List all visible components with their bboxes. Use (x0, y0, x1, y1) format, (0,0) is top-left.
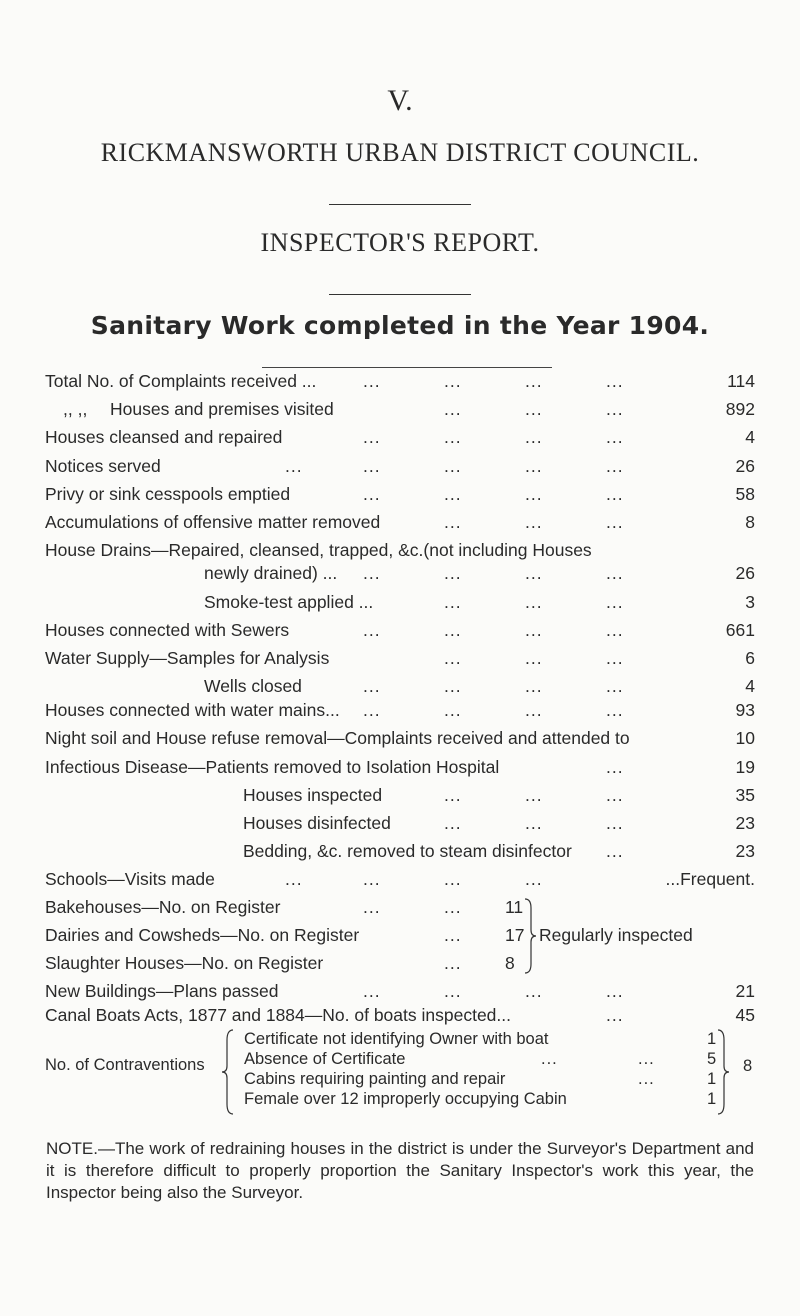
dot-leader: ... (525, 592, 543, 612)
dot-leader: ... (606, 399, 624, 419)
contraventions-total: 8 (743, 1057, 753, 1075)
ditto-mark: ,, ,, (63, 399, 88, 419)
row-label: Night soil and House refuse removal—Complaints received and attended to (45, 728, 630, 748)
dot-leader: ... (444, 785, 462, 805)
register-row (45, 952, 755, 974)
row-label: Total No. of Complaints received ... (45, 371, 317, 391)
dot-leader: ... (541, 1050, 558, 1068)
dot-leader: ... (606, 484, 624, 504)
dot-leader: ... (363, 456, 381, 476)
dot-leader: ... (363, 869, 381, 889)
report-title: INSPECTOR'S REPORT. (260, 228, 540, 257)
dot-leader: ... (525, 676, 543, 696)
contraventions-right-brace (716, 1028, 730, 1116)
row-label: Cabins requiring painting and repair (244, 1070, 506, 1088)
row-label: Female over 12 improperly occupying Cabin (244, 1090, 567, 1108)
dot-leader: ... (444, 981, 462, 1001)
stat-row (45, 756, 755, 778)
dot-leader: ... (606, 813, 624, 833)
stat-row (45, 398, 755, 420)
row-label: New Buildings—Plans passed (45, 981, 279, 1001)
row-value: 26 (735, 563, 755, 583)
dot-leader: ... (525, 813, 543, 833)
row-label: Canal Boats Acts, 1877 and 1884—No. of boats inspected... (45, 1005, 511, 1025)
contraventions-label: No. of Contraventions (45, 1056, 205, 1074)
row-value: 1 (707, 1070, 717, 1088)
dot-leader: ... (363, 563, 381, 583)
row-value: ...Frequent. (665, 869, 755, 889)
dot-leader: ... (606, 592, 624, 612)
dot-leader: ... (444, 676, 462, 696)
row-label: Certificate not identifying Owner with boat (244, 1030, 549, 1048)
dot-leader: ... (606, 620, 624, 640)
row-label: Wells closed (204, 676, 302, 696)
stat-row (45, 511, 755, 533)
dot-leader: ... (525, 700, 543, 720)
stat-row (45, 562, 755, 584)
register-note: Regularly inspected (539, 925, 693, 945)
row-value: 11 (505, 897, 524, 917)
dot-leader: ... (525, 512, 543, 532)
dot-leader: ... (606, 757, 624, 777)
dot-leader: ... (363, 427, 381, 447)
dot-leader: ... (525, 456, 543, 476)
footnote: NOTE.—The work of redraining houses in the district is under the Surveyor's Department and it is therefore difficult to properly proportion the Sanitary Inspector's work this year, the Inspector being also the Surveyor. (46, 1139, 754, 1202)
dot-leader: ... (525, 981, 543, 1001)
register-row (45, 896, 755, 918)
dot-leader: ... (444, 700, 462, 720)
row-value: 1 (707, 1030, 717, 1048)
dot-leader: ... (638, 1050, 655, 1068)
stat-row (45, 591, 755, 613)
row-label: Smoke-test applied ... (204, 592, 374, 612)
dot-leader: ... (606, 1005, 624, 1025)
stat-row (45, 539, 755, 561)
stat-row (45, 1004, 755, 1026)
stat-row (45, 426, 755, 448)
dot-leader: ... (444, 813, 462, 833)
dot-leader: ... (525, 620, 543, 640)
row-value: 8 (505, 953, 515, 973)
row-label: Dairies and Cowsheds—No. on Register (45, 925, 360, 945)
row-label: Houses and premises visited (110, 399, 334, 419)
row-label: Privy or sink cesspools emptied (45, 484, 291, 504)
row-label: House Drains—Repaired, cleansed, trapped, &c.(not including Houses (45, 540, 592, 560)
dot-leader: ... (363, 371, 381, 391)
dot-leader: ... (606, 371, 624, 391)
row-value: 21 (735, 981, 755, 1001)
row-label: Houses connected with water mains... (45, 700, 340, 720)
dot-leader: ... (525, 427, 543, 447)
contravention-row (244, 1090, 717, 1110)
stat-row (45, 370, 755, 392)
stat-row (45, 980, 755, 1002)
dot-leader: ... (638, 1070, 655, 1088)
stat-row (45, 675, 755, 697)
row-label: Bakehouses—No. on Register (45, 897, 281, 917)
dot-leader: ... (525, 869, 543, 889)
contravention-row (244, 1050, 717, 1070)
dot-leader: ... (525, 648, 543, 668)
dot-leader: ... (363, 484, 381, 504)
row-label: Slaughter Houses—No. on Register (45, 953, 324, 973)
contravention-row (244, 1070, 717, 1090)
section-number: V. (387, 84, 413, 117)
row-label: Accumulations of offensive matter removed (45, 512, 381, 532)
row-label: Bedding, &c. removed to steam disinfector (243, 841, 572, 861)
stat-row (45, 784, 755, 806)
council-name: RICKMANSWORTH URBAN DISTRICT COUNCIL. (100, 138, 700, 167)
dot-leader: ... (285, 869, 303, 889)
dot-leader: ... (606, 785, 624, 805)
dot-leader: ... (444, 427, 462, 447)
row-label: Houses inspected (243, 785, 383, 805)
dot-leader: ... (525, 785, 543, 805)
dot-leader: ... (444, 484, 462, 504)
dot-leader: ... (525, 563, 543, 583)
dot-leader: ... (606, 841, 624, 861)
dot-leader: ... (606, 512, 624, 532)
divider (329, 204, 471, 205)
row-value: 58 (735, 484, 755, 504)
stat-row (45, 840, 755, 862)
stat-row (45, 868, 755, 890)
row-value: 5 (707, 1050, 717, 1068)
stat-row (45, 727, 755, 749)
row-value: 4 (745, 427, 755, 447)
row-value: 26 (735, 456, 755, 476)
dot-leader: ... (444, 371, 462, 391)
row-value: 10 (735, 728, 755, 748)
section-heading: Sanitary Work completed in the Year 1904. (90, 311, 710, 340)
dot-leader: ... (525, 484, 543, 504)
dot-leader: ... (444, 648, 462, 668)
stat-row (45, 699, 755, 721)
dot-leader: ... (444, 869, 462, 889)
stat-row (45, 455, 755, 477)
dot-leader: ... (444, 563, 462, 583)
row-value: 17 (505, 925, 525, 945)
row-value: 6 (745, 648, 755, 668)
dot-leader: ... (444, 399, 462, 419)
contraventions-left-brace (221, 1028, 235, 1116)
row-value: 23 (735, 813, 755, 833)
dot-leader: ... (606, 981, 624, 1001)
row-label: Water Supply—Samples for Analysis (45, 648, 330, 668)
divider (329, 294, 471, 295)
row-label: Notices served (45, 456, 161, 476)
row-value: 19 (735, 757, 755, 777)
row-value: 8 (745, 512, 755, 532)
dot-leader: ... (444, 897, 462, 917)
row-value: 1 (707, 1090, 717, 1108)
dot-leader: ... (606, 563, 624, 583)
stat-row (45, 483, 755, 505)
dot-leader: ... (606, 648, 624, 668)
dot-leader: ... (363, 700, 381, 720)
dot-leader: ... (285, 456, 303, 476)
stat-row (45, 647, 755, 669)
row-label: Absence of Certificate (244, 1050, 406, 1068)
dot-leader: ... (363, 676, 381, 696)
dot-leader: ... (444, 925, 462, 945)
dot-leader: ... (525, 371, 543, 391)
dot-leader: ... (363, 981, 381, 1001)
dot-leader: ... (606, 700, 624, 720)
row-value: 661 (725, 620, 755, 640)
row-label: Houses connected with Sewers (45, 620, 290, 640)
dot-leader: ... (444, 456, 462, 476)
dot-leader: ... (444, 512, 462, 532)
dot-leader: ... (363, 897, 381, 917)
row-label: Schools—Visits made (45, 869, 215, 889)
row-value: 35 (735, 785, 755, 805)
row-value: 93 (735, 700, 755, 720)
divider (262, 367, 552, 368)
dot-leader: ... (606, 456, 624, 476)
row-label: Houses disinfected (243, 813, 391, 833)
dot-leader: ... (444, 592, 462, 612)
dot-leader: ... (525, 399, 543, 419)
row-value: 3 (745, 592, 755, 612)
row-label: Infectious Disease—Patients removed to Isolation Hospital (45, 757, 500, 777)
dot-leader: ... (444, 953, 462, 973)
dot-leader: ... (363, 620, 381, 640)
row-value: 4 (745, 676, 755, 696)
stat-row (45, 812, 755, 834)
stat-row (45, 619, 755, 641)
dot-leader: ... (606, 427, 624, 447)
dot-leader: ... (606, 676, 624, 696)
row-value: 45 (735, 1005, 755, 1025)
contravention-row (244, 1030, 717, 1050)
row-label: Houses cleansed and repaired (45, 427, 283, 447)
row-value: 114 (727, 371, 755, 391)
row-label: newly drained) ... (204, 563, 338, 583)
row-value: 892 (725, 399, 755, 419)
row-value: 23 (735, 841, 755, 861)
dot-leader: ... (444, 620, 462, 640)
register-brace (523, 896, 537, 976)
